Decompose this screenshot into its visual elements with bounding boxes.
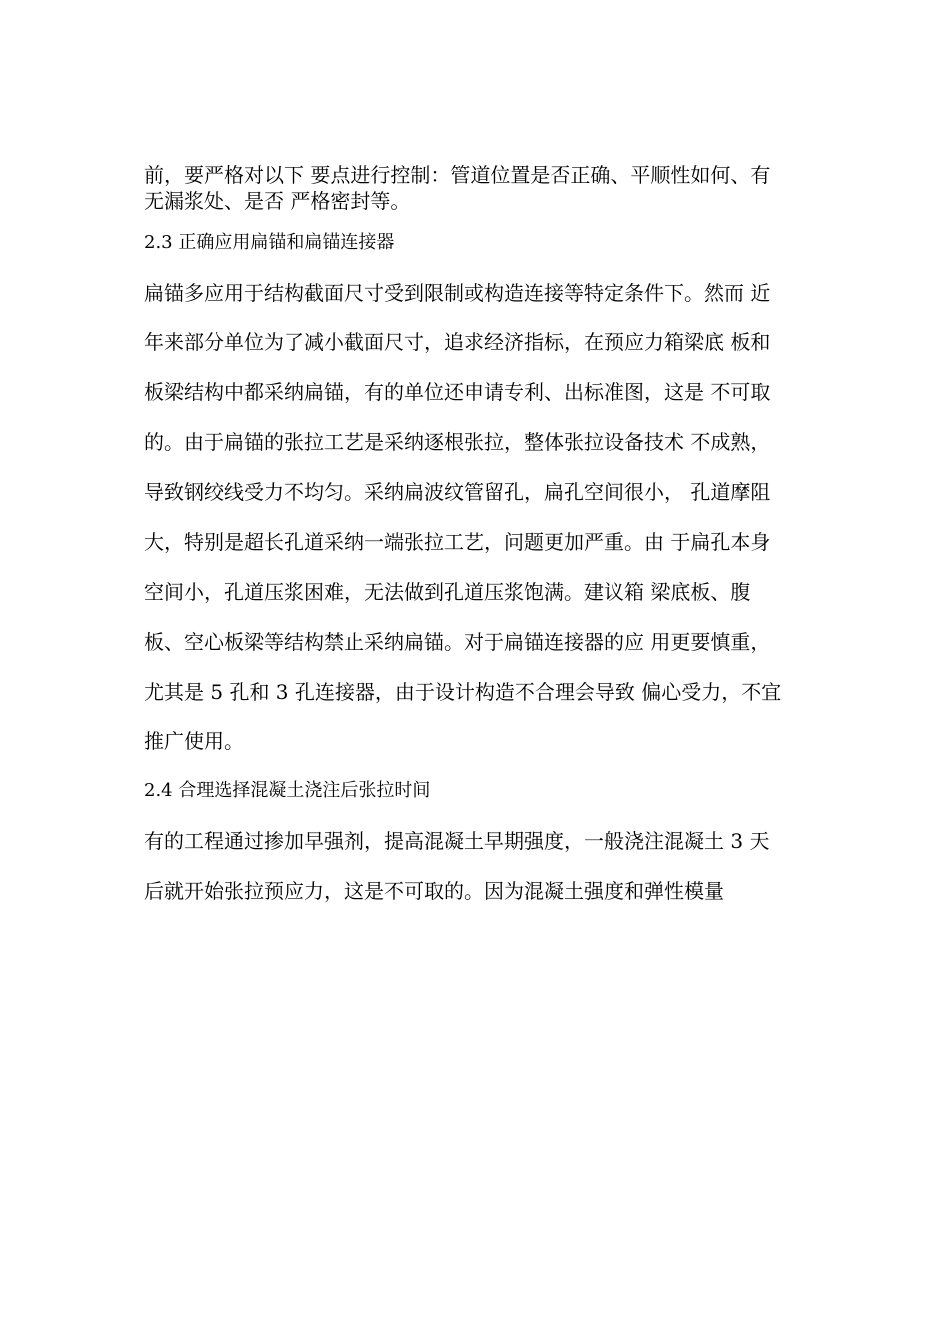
paragraph-2-line-5: 导致钢绞线受力不均匀。采纳扁波纹管留孔，扁孔空间很小， 孔道摩阻 — [144, 480, 771, 504]
paragraph-2-line-10: 推广使用。 — [144, 729, 244, 753]
paragraph-1-line-2: 无漏浆处、是否 严格密封等。 — [144, 189, 411, 213]
paragraph-2-line-6: 大，特别是超长孔道采纳一端张拉工艺，问题更加严重。由 于扁孔本身 — [144, 530, 771, 554]
paragraph-3-line-1: 有的工程通过掺加早强剂，提高混凝土早期强度，一般浇注混凝土 3 天 — [144, 829, 770, 853]
section-heading-2-4: 2.4 合理选择混凝土浇注后张拉时间 — [144, 780, 431, 801]
paragraph-2-line-3: 板梁结构中都采纳扁锚，有的单位还申请专利、出标准图，这是 不可取 — [144, 380, 771, 404]
paragraph-3-line-2: 后就开始张拉预应力，这是不可取的。因为混凝土强度和弹性模量 — [144, 879, 724, 903]
paragraph-2-line-8: 板、空心板梁等结构禁止采纳扁锚。对于扁锚连接器的应 用更要慎重， — [144, 630, 771, 654]
paragraph-1-line-1: 前，要严格对以下 要点进行控制：管道位置是否正确、平顺性如何、有 — [144, 163, 771, 187]
paragraph-2-line-1: 扁锚多应用于结构截面尺寸受到限制或构造连接等特定条件下。然而 近 — [144, 281, 771, 305]
paragraph-2-line-2: 年来部分单位为了减小截面尺寸，追求经济指标，在预应力箱梁底 板和 — [144, 330, 771, 354]
paragraph-2-line-9: 尤其是 5 孔和 3 孔连接器，由于设计构造不合理会导致 偏心受力，不宜 — [144, 680, 782, 704]
section-heading-2-3: 2.3 正确应用扁锚和扁锚连接器 — [144, 232, 395, 253]
paragraph-2-line-7: 空间小，孔道压浆困难，无法做到孔道压浆饱满。建议箱 梁底板、腹 — [144, 580, 751, 604]
paragraph-2-line-4: 的。由于扁锚的张拉工艺是采纳逐根张拉，整体张拉设备技术 不成熟， — [144, 430, 771, 454]
